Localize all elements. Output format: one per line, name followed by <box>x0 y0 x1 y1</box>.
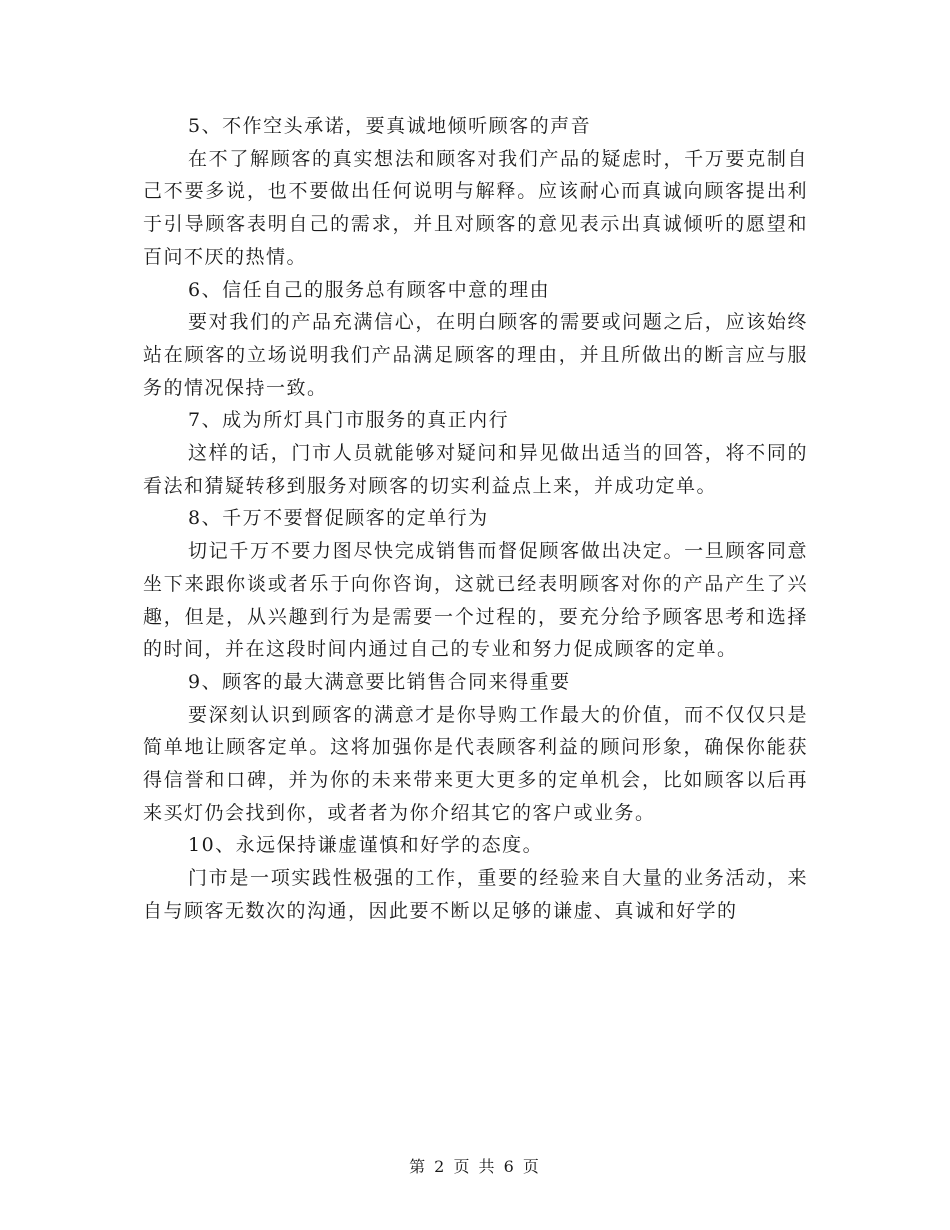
section-body-9: 要深刻认识到顾客的满意才是你导购工作最大的价值，而不仅仅只是简单地让顾客定单。这将加强你是代表顾客利益的顾问形象，确保你能获得信誉和口碑，并为你的未来带来更大更多的定单机会，比如顾客以后再来买灯仍会找到你，或者者为你介绍其它的客户或业务。 <box>143 703 808 824</box>
section-heading-10: 10、永远保持谦虚谨慎和好学的态度。 <box>188 834 544 857</box>
section-body-7: 这样的话，门市人员就能够对疑问和异见做出适当的回答，将不同的看法和猜疑转移到服务对顾客的切实利益点上来，并成功定单。 <box>143 442 808 497</box>
section-body-8: 切记千万不要力图尽快完成销售而督促顾客做出决定。一旦顾客同意坐下来跟你谈或者乐于向你咨询，这就已经表明顾客对你的产品产生了兴趣，但是，从兴趣到行为是需要一个过程的，要充分给予顾客思考和选择的时间，并在这段时间内通过自己的专业和努力促成顾客的定单。 <box>143 540 808 661</box>
section-heading-7: 7、成为所灯具门市服务的真正内行 <box>188 409 510 432</box>
section-body-10: 门市是一项实践性极强的工作，重要的经验来自大量的业务活动，来自与顾客无数次的沟通，因此要不断以足够的谦虚、真诚和好学的 <box>143 867 808 922</box>
section-heading-5: 5、不作空头承诺，要真诚地倾听顾客的声音 <box>188 115 592 137</box>
section-heading-9: 9、顾客的最大满意要比销售合同来得重要 <box>188 670 571 693</box>
section-heading-6: 6、信任自己的服务总有顾客中意的理由 <box>188 278 551 301</box>
document-body <box>143 110 808 928</box>
section-body-5: 在不了解顾客的真实想法和顾客对我们产品的疑虑时，千万要克制自己不要多说，也不要做出任何说明与解释。应该耐心而真诚向顾客提出利于引导顾客表明自己的需求，并且对顾客的意见表示出真诚倾听的愿望和百问不厌的热情。 <box>143 147 808 268</box>
section-body-6: 要对我们的产品充满信心，在明白顾客的需要或问题之后，应该始终站在顾客的立场说明我们产品满足顾客的理由，并且所做出的断言应与服务的情况保持一致。 <box>143 311 808 399</box>
page-number-footer: 第 2 页 共 6 页 <box>409 1157 541 1176</box>
section-heading-8: 8、千万不要督促顾客的定单行为 <box>188 507 489 530</box>
